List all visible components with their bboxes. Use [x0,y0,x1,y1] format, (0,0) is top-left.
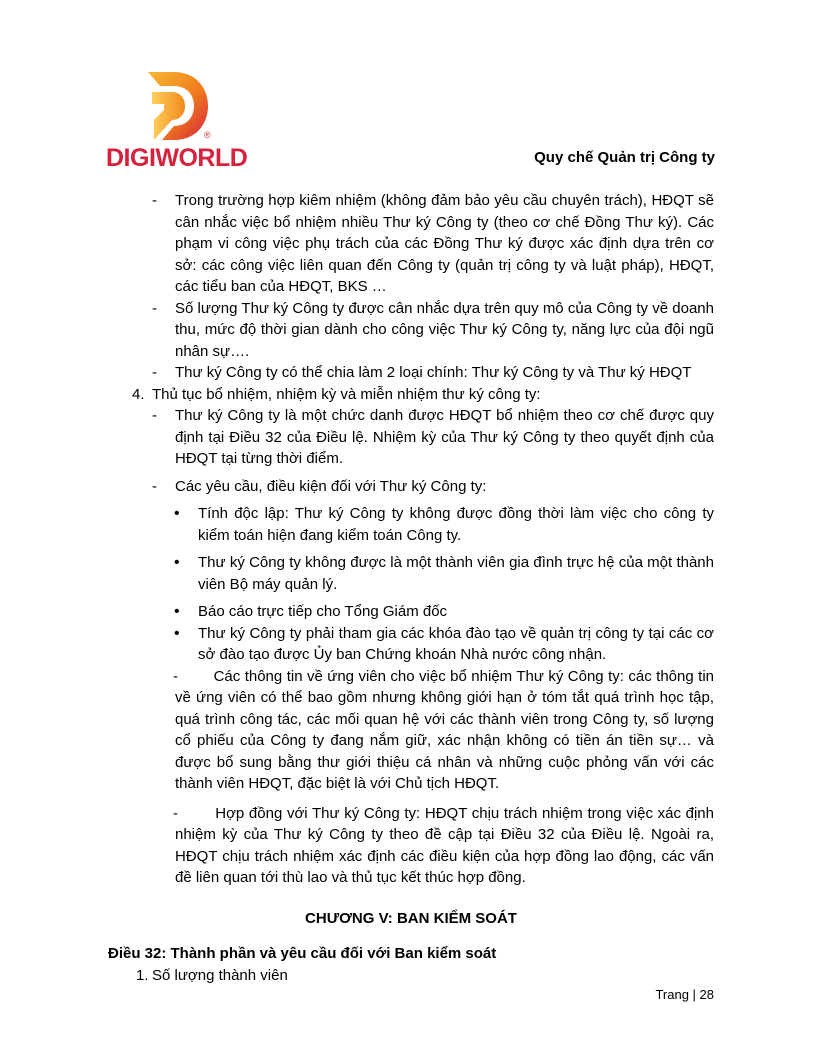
chapter-heading: CHƯƠNG V: BAN KIỂM SOÁT [305,909,517,927]
page-content [108,190,719,986]
dash-item: - Số lượng Thư ký Công ty được cân nhắc dựa trên quy mô của Công ty về doanh thu, mức độ thời gian dành cho công việc Thư ký Công ty, năng lực của đội ngũ nhân sự…. [108,298,714,363]
item-number: 4. [132,385,145,403]
digiworld-d-icon [144,70,210,142]
document-title: Quy chế Quản trị Công ty [534,149,715,166]
bullet-item: • Thư ký Công ty phải tham gia các khóa đào tạo về quản trị công ty tại các cơ sở đào tạo được Ủy ban Chứng khoán Nhà nước công nhận. [108,623,714,666]
numbered-item [108,965,714,987]
item-text: Thủ tục bổ nhiệm, nhiệm kỳ và miễn nhiệm thư ký công ty: [152,385,541,403]
registered-mark: ® [204,130,211,140]
dash-item: - Thư ký Công ty có thể chia làm 2 loại chính: Thư ký Công ty và Thư ký HĐQT [108,362,714,384]
company-logo [106,70,246,172]
bullet-item: • Báo cáo trực tiếp cho Tổng Giám đốc [108,601,714,623]
candidate-info-paragraph: - Các thông tin về ứng viên cho việc bổ nhiệm Thư ký Công ty: các thông tin về ứng viên có thể bao gồm nhưng không giới hạn ở tóm tắt quá trình học tập, quá trình công tác, các mối quan hệ với các thành viên trong Công ty, số lượng cổ phiếu của Công ty đang nắm giữ, xác nhận không có tiền án tiền sự… và được bổ sung bằng thư giới thiệu cá nhân và những cuộc phỏng vấn với các thành viên HĐQT, đặc biệt là với Chủ tịch HĐQT. [173,667,719,792]
numbered-item [108,384,714,406]
dash-item: - Các yêu cầu, điều kiện đối với Thư ký Công ty: [108,476,714,498]
item-number: 1. [136,966,149,984]
article-heading: Điều 32: Thành phần và yêu cầu đối với Ban kiểm soát [108,945,497,962]
contract-paragraph: - Hợp đồng với Thư ký Công ty: HĐQT chịu trách nhiệm trong việc xác định nhiệm kỳ của Thư ký Công ty theo đề cập tại Điều 32 của Điều lệ. Ngoài ra, HĐQT chịu trách nhiệm xác định các điều kiện của hợp đồng lao động, các vấn đề liên quan tới thù lao và thủ tục kết thúc hợp đồng. [173,804,719,886]
brand-name: DIGIWORLD [106,144,248,172]
bullet-item: • Tính độc lập: Thư ký Công ty không được đồng thời làm việc cho công ty kiểm toán hiện đang kiểm toán Công ty. [108,503,714,546]
page-number: Trang | 28 [655,987,714,1002]
dash-item: - Thư ký Công ty là một chức danh được HĐQT bổ nhiệm theo cơ chế được quy định tại Điều 32 của Điều lệ. Nhiệm kỳ của Thư ký Công ty theo quyết định của HĐQT tại từng thời điểm. [108,405,714,470]
item-text: Số lượng thành viên [152,966,288,984]
bullet-item: • Thư ký Công ty không được là một thành viên gia đình trực hệ của một thành viên Bộ máy quản lý. [108,552,714,595]
dash-item: - Trong trường hợp kiêm nhiệm (không đảm bảo yêu cầu chuyên trách), HĐQT sẽ cân nhắc việc bổ nhiệm nhiều Thư ký Công ty (theo cơ chế Đồng Thư ký). Các phạm vi công việc phụ trách của các Đồng Thư ký được xác định dựa trên cơ sở: các công việc liên quan đến Công ty (quản trị công ty và luật pháp), HĐQT, các tiểu ban của HĐQT, BKS … [108,190,714,298]
